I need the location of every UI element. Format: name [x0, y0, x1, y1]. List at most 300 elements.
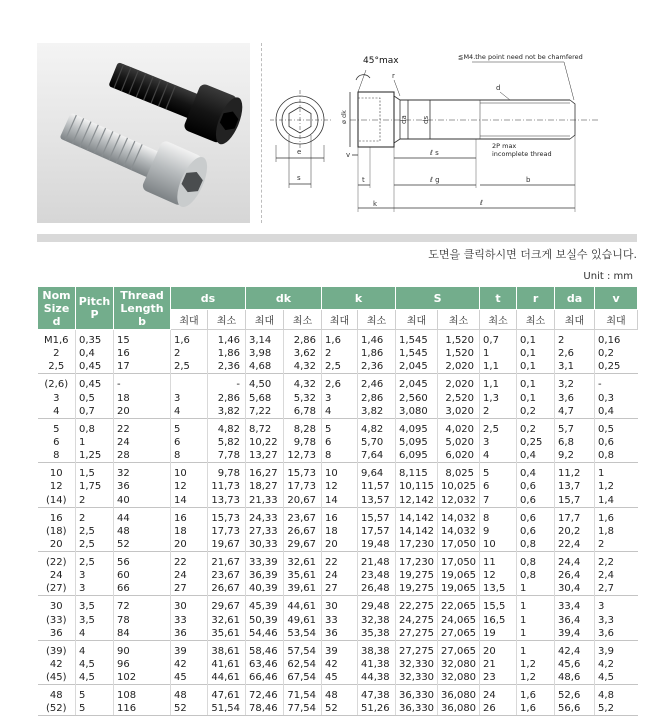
table-cell: 84	[114, 627, 171, 641]
table-cell: 2	[76, 494, 114, 508]
table-cell: 48	[38, 685, 76, 703]
table-cell: 16	[322, 507, 358, 525]
table-cell: 45,39	[246, 596, 284, 614]
table-cell: 24	[114, 436, 171, 449]
table-cell: 3,14	[246, 330, 284, 348]
sub-min: 최소	[438, 310, 480, 330]
table-cell: 33,39	[246, 551, 284, 569]
table-cell: 24	[49, 570, 63, 582]
table-cell: 26,48	[358, 582, 396, 596]
table-cell: 44,61	[284, 596, 322, 614]
table-cell: 21,48	[358, 551, 396, 569]
table-cell: 52,6	[555, 685, 595, 703]
click-notice: 도면을 클릭하시면 더크게 보실수 있습니다.	[428, 248, 637, 261]
tip-note: ≦M4.the point need not be chamfered	[458, 53, 583, 61]
table-cell: 0,2	[517, 405, 555, 419]
table-cell: 0,3	[595, 391, 638, 404]
header-line: Pitch	[78, 295, 111, 308]
table-cell: 18	[322, 525, 358, 538]
table-cell: 4	[322, 405, 358, 419]
table-cell: 32,080	[438, 671, 480, 685]
table-cell: 9,2	[555, 449, 595, 463]
table-cell: 17,73	[208, 525, 246, 538]
table-cell: 17,7	[555, 507, 595, 525]
table-cell: 0,4	[76, 347, 114, 360]
table-cell: 35,61	[284, 569, 322, 582]
table-cell: 6,78	[284, 405, 322, 419]
table-cell: 1,520	[438, 330, 480, 348]
table-cell: 19,275	[396, 569, 438, 582]
table-cell: 60	[114, 569, 171, 582]
table-cell: 62,54	[284, 658, 322, 671]
table-cell: 1,6	[595, 507, 638, 525]
table-cell: 44	[114, 507, 171, 525]
table-cell: 2,5	[48, 361, 65, 373]
table-cell	[171, 374, 208, 392]
col-dk: dk	[246, 287, 322, 310]
table-cell: 2,4	[595, 569, 638, 582]
table-cell: 22,4	[555, 538, 595, 552]
table-cell: 96	[114, 658, 171, 671]
table-cell: 2,5	[322, 360, 358, 374]
table-cell: 21	[480, 658, 517, 671]
table-cell: 56,6	[555, 702, 595, 716]
table-cell: 20	[480, 640, 517, 658]
table-row	[38, 582, 638, 596]
table-cell: (22)	[38, 551, 76, 569]
table-cell: 9,78	[284, 436, 322, 449]
table-cell: 3	[76, 569, 114, 582]
table-cell: 2,5	[76, 525, 114, 538]
table-cell: 29,48	[358, 596, 396, 614]
table-cell: 2,020	[438, 374, 480, 392]
table-cell: 45	[171, 671, 208, 685]
table-cell: 19,275	[396, 582, 438, 596]
table-cell: 0,8	[76, 418, 114, 436]
table-cell: 2	[555, 330, 595, 348]
table-cell: 3,1	[555, 360, 595, 374]
table-cell: 5,68	[246, 391, 284, 404]
table-cell: 4,7	[555, 405, 595, 419]
table-cell: 36	[49, 627, 63, 639]
table-cell: 48	[322, 685, 358, 703]
table-cell: 17,230	[396, 538, 438, 552]
dim-b: b	[526, 176, 531, 184]
table-cell: 32,330	[396, 671, 438, 685]
table-cell: 4,2	[595, 658, 638, 671]
table-cell: 14,032	[438, 507, 480, 525]
table-cell: 21,67	[208, 551, 246, 569]
table-cell: 2	[171, 347, 208, 360]
table-cell: 33	[322, 613, 358, 626]
table-cell: 2,5	[171, 360, 208, 374]
dim-e: e	[297, 148, 302, 156]
table-row	[38, 405, 638, 419]
table-cell: 12	[171, 480, 208, 493]
table-cell: 35,38	[358, 627, 396, 641]
col-pitch	[76, 287, 114, 330]
table-cell: 44,38	[358, 671, 396, 685]
table-row	[38, 640, 638, 658]
header-line: Thread	[120, 288, 164, 302]
table-cell: 1	[517, 613, 555, 626]
table-cell: 3,080	[396, 405, 438, 419]
unit-label: Unit : mm	[583, 271, 633, 282]
table-cell: 5	[322, 418, 358, 436]
table-cell: 4,82	[208, 418, 246, 436]
table-cell: 8	[53, 450, 60, 462]
table-cell: 4,32	[284, 374, 322, 392]
table-cell: -	[114, 374, 171, 392]
table-cell: 0,6	[517, 480, 555, 493]
table-row	[38, 507, 638, 525]
sub-max: 최대	[396, 310, 438, 330]
table-cell: (2,6)	[38, 374, 76, 392]
table-cell: 8,115	[396, 463, 438, 481]
table-row	[38, 391, 638, 404]
table-cell: 32	[114, 463, 171, 481]
table-cell: 0,6	[517, 494, 555, 508]
table-cell: 23,48	[358, 569, 396, 582]
table-cell: 2	[76, 507, 114, 525]
table-cell: 22,065	[438, 596, 480, 614]
table-cell: 42	[322, 658, 358, 671]
table-cell: 24,065	[438, 613, 480, 626]
table-cell: 48,6	[555, 671, 595, 685]
col-v: v	[595, 287, 638, 310]
table-cell: 51,26	[358, 702, 396, 716]
table-cell: 24,33	[246, 507, 284, 525]
table-row	[38, 569, 638, 582]
table-cell: 14,032	[438, 525, 480, 538]
table-cell: 2	[480, 405, 517, 419]
table-cell: 16	[171, 507, 208, 525]
table-cell: 3,82	[208, 405, 246, 419]
table-cell: 39	[322, 640, 358, 658]
table-cell: 36,330	[396, 702, 438, 716]
table-cell: 26,67	[208, 582, 246, 596]
table-row	[38, 702, 638, 716]
table-row	[38, 525, 638, 538]
thread-note-1: 2P max	[492, 142, 517, 150]
sub-max: 최대	[246, 310, 284, 330]
table-cell: 16	[114, 347, 171, 360]
technical-drawing[interactable]	[270, 40, 655, 225]
table-cell: 4,68	[246, 360, 284, 374]
table-cell: 1	[480, 347, 517, 360]
table-cell: 38,38	[358, 640, 396, 658]
sub-max: 최대	[595, 310, 638, 330]
table-cell: 0,4	[517, 463, 555, 481]
table-cell: 21,33	[246, 494, 284, 508]
table-cell: 0,8	[517, 538, 555, 552]
table-cell: 27	[322, 582, 358, 596]
table-cell: 24,4	[555, 551, 595, 569]
table-cell: 30	[322, 596, 358, 614]
table-cell: 1	[517, 596, 555, 614]
table-cell: 3,2	[555, 374, 595, 392]
table-cell: 1,545	[396, 330, 438, 348]
table-cell: 16	[38, 507, 76, 525]
table-cell: 7	[480, 494, 517, 508]
table-cell: 0,8	[517, 569, 555, 582]
table-row	[38, 494, 638, 508]
table-cell: 7,64	[358, 449, 396, 463]
table-cell: 2,46	[358, 374, 396, 392]
table-cell: 3,82	[358, 405, 396, 419]
table-cell: 19,48	[358, 538, 396, 552]
table-cell: 19	[480, 627, 517, 641]
table-cell: 22,275	[396, 596, 438, 614]
table-cell: 36	[322, 627, 358, 641]
table-cell: 8	[322, 449, 358, 463]
table-cell: 10	[38, 463, 76, 481]
table-row	[38, 613, 638, 626]
dim-l: ℓ	[480, 199, 483, 207]
table-cell: 5,82	[208, 436, 246, 449]
table-cell: 36,080	[438, 685, 480, 703]
sub-max: 최대	[322, 310, 358, 330]
table-cell: 0,8	[517, 551, 555, 569]
table-cell: 4	[480, 449, 517, 463]
table-cell: 1,8	[595, 525, 638, 538]
table-cell: 0,5	[595, 418, 638, 436]
table-cell: 13,73	[208, 494, 246, 508]
table-cell: 78,46	[246, 702, 284, 716]
table-cell: 40,39	[246, 582, 284, 596]
table-cell: 10	[171, 463, 208, 481]
table-cell: 6	[53, 436, 60, 448]
table-cell: 24	[171, 569, 208, 582]
table-cell: 22	[114, 418, 171, 436]
sub-min: 최소	[480, 310, 517, 330]
table-cell: 2,86	[284, 330, 322, 348]
col-da: da	[555, 287, 595, 310]
table-cell: 1,2	[517, 658, 555, 671]
table-cell: 48	[171, 685, 208, 703]
header-line: Size	[43, 301, 70, 315]
header-row	[38, 287, 638, 310]
table-cell: 20	[114, 405, 171, 419]
table-cell: 13,27	[246, 449, 284, 463]
section-divider-bar	[37, 234, 637, 242]
table-cell: 0,1	[517, 360, 555, 374]
table-cell: 33	[171, 613, 208, 626]
table-cell: 102	[114, 671, 171, 685]
table-cell: 2	[53, 348, 60, 360]
table-cell: 30	[38, 596, 76, 614]
table-cell: 27,275	[396, 640, 438, 658]
col-s: S	[396, 287, 480, 310]
table-cell: 72,46	[246, 685, 284, 703]
table-cell: 22	[171, 551, 208, 569]
table-cell: 1,520	[438, 347, 480, 360]
table-cell: 10	[480, 538, 517, 552]
table-cell: 6	[171, 436, 208, 449]
table-cell: 8,025	[438, 463, 480, 481]
table-cell: 2,560	[396, 391, 438, 404]
table-cell: 1,6	[171, 330, 208, 348]
table-cell: (39)	[38, 640, 76, 658]
table-cell: 2,5	[76, 551, 114, 569]
table-cell: 10,22	[246, 436, 284, 449]
table-cell: 15,73	[284, 463, 322, 481]
table-cell: 1	[517, 582, 555, 596]
table-cell: 13,5	[480, 582, 517, 596]
table-row	[38, 671, 638, 685]
table-cell: 0,45	[76, 360, 114, 374]
table-cell: (14)	[45, 494, 67, 506]
table-cell: 12,032	[438, 494, 480, 508]
table-cell: 4,5	[76, 658, 114, 671]
table-cell: 2,520	[438, 391, 480, 404]
table-cell: 11,2	[555, 463, 595, 481]
table-cell: 0,7	[480, 330, 517, 348]
table-cell: 32,38	[358, 613, 396, 626]
table-cell: 20,2	[555, 525, 595, 538]
table-cell: 33,4	[555, 596, 595, 614]
table-cell: 52	[322, 702, 358, 716]
table-cell: 67,54	[284, 671, 322, 685]
col-r: r	[517, 287, 555, 310]
table-cell: 17,57	[358, 525, 396, 538]
table-cell: 0,25	[517, 436, 555, 449]
table-cell: 20	[171, 538, 208, 552]
table-cell: 42	[171, 658, 208, 671]
table-cell: 16,5	[480, 613, 517, 626]
table-cell: 2,020	[438, 360, 480, 374]
table-cell: 5	[38, 418, 76, 436]
table-cell: 57,54	[284, 640, 322, 658]
dim-angle: 45°max	[363, 56, 399, 66]
table-cell: 11,73	[208, 480, 246, 493]
table-cell: 44,61	[208, 671, 246, 685]
table-cell: 90	[114, 640, 171, 658]
product-photo	[37, 43, 250, 223]
table-cell: 2	[595, 538, 638, 552]
table-cell: 41,38	[358, 658, 396, 671]
table-cell: 0,16	[595, 330, 638, 348]
table-cell: 0,35	[76, 330, 114, 348]
table-cell: 1,2	[517, 671, 555, 685]
table-cell: 14	[171, 494, 208, 508]
table-cell: 3,9	[595, 640, 638, 658]
table-cell: 12	[322, 480, 358, 493]
table-cell: 8,72	[246, 418, 284, 436]
table-cell: 27,275	[396, 627, 438, 641]
table-cell: 2,6	[555, 347, 595, 360]
table-cell: 0,4	[595, 405, 638, 419]
table-cell: 3,3	[595, 613, 638, 626]
table-cell: (45)	[45, 672, 67, 684]
dim-k: k	[373, 200, 378, 208]
table-cell: 1,6	[517, 702, 555, 716]
table-cell: 3,6	[595, 627, 638, 641]
table-cell: 0,2	[595, 347, 638, 360]
table-cell: 5,7	[555, 418, 595, 436]
table-cell: 5	[171, 418, 208, 436]
table-cell: 17,050	[438, 551, 480, 569]
table-row	[38, 449, 638, 463]
table-cell: 18	[171, 525, 208, 538]
table-cell: 56	[114, 551, 171, 569]
table-cell: 2,86	[358, 391, 396, 404]
table-row	[38, 627, 638, 641]
table-cell: 1	[595, 463, 638, 481]
table-cell: 47,38	[358, 685, 396, 703]
table-cell: 0,1	[517, 374, 555, 392]
table-cell: 9,78	[208, 463, 246, 481]
table-cell: 5	[76, 702, 114, 716]
header-line: b	[138, 314, 146, 328]
table-cell: 5	[76, 685, 114, 703]
table-cell: 108	[114, 685, 171, 703]
table-cell: 14,142	[396, 507, 438, 525]
table-cell: 36,080	[438, 702, 480, 716]
table-cell: 0,6	[517, 507, 555, 525]
table-cell: 4,020	[438, 418, 480, 436]
table-cell: M1,6	[38, 330, 76, 348]
table-cell: 0,4	[517, 449, 555, 463]
table-cell: 42	[49, 658, 63, 670]
table-cell: 24,275	[396, 613, 438, 626]
table-row	[38, 480, 638, 493]
dim-r: r	[392, 72, 395, 80]
sub-min: 최소	[358, 310, 396, 330]
col-k: k	[322, 287, 396, 310]
table-cell: 14	[322, 494, 358, 508]
table-cell: 26,4	[555, 569, 595, 582]
table-cell: 7,78	[208, 449, 246, 463]
table-cell: 4	[76, 627, 114, 641]
dim-dk: ø dk	[340, 110, 348, 124]
col-t: t	[480, 287, 517, 310]
sub-min: 최소	[517, 310, 555, 330]
table-cell: 45,6	[555, 658, 595, 671]
table-cell: 29,67	[284, 538, 322, 552]
table-cell: 58,46	[246, 640, 284, 658]
table-cell: 15,73	[208, 507, 246, 525]
sub-max: 최대	[555, 310, 595, 330]
table-cell: 15,7	[555, 494, 595, 508]
header-line: Nom	[42, 288, 71, 302]
table-cell: 20	[49, 538, 63, 550]
table-cell: 1	[517, 640, 555, 658]
table-cell: 4,32	[284, 360, 322, 374]
dim-t: t	[362, 176, 365, 184]
front-view	[270, 90, 332, 188]
table-cell: 41,61	[208, 658, 246, 671]
table-cell: 3,020	[438, 405, 480, 419]
table-cell: 5,32	[284, 391, 322, 404]
table-cell: 2,7	[595, 582, 638, 596]
table-cell: 52	[114, 538, 171, 552]
table-cell: 39	[171, 640, 208, 658]
dim-da: da	[400, 115, 408, 124]
table-cell: 1,1	[480, 374, 517, 392]
table-cell: 3	[480, 436, 517, 449]
table-cell: 16,27	[246, 463, 284, 481]
table-cell: 4,5	[76, 671, 114, 685]
table-cell: 116	[114, 702, 171, 716]
table-cell: 30,4	[555, 582, 595, 596]
table-cell: 22	[322, 551, 358, 569]
table-cell: 2,045	[396, 374, 438, 392]
table-cell: 50,39	[246, 613, 284, 626]
table-cell: 23,67	[284, 507, 322, 525]
table-cell: 4	[171, 405, 208, 419]
table-cell: 15	[114, 330, 171, 348]
